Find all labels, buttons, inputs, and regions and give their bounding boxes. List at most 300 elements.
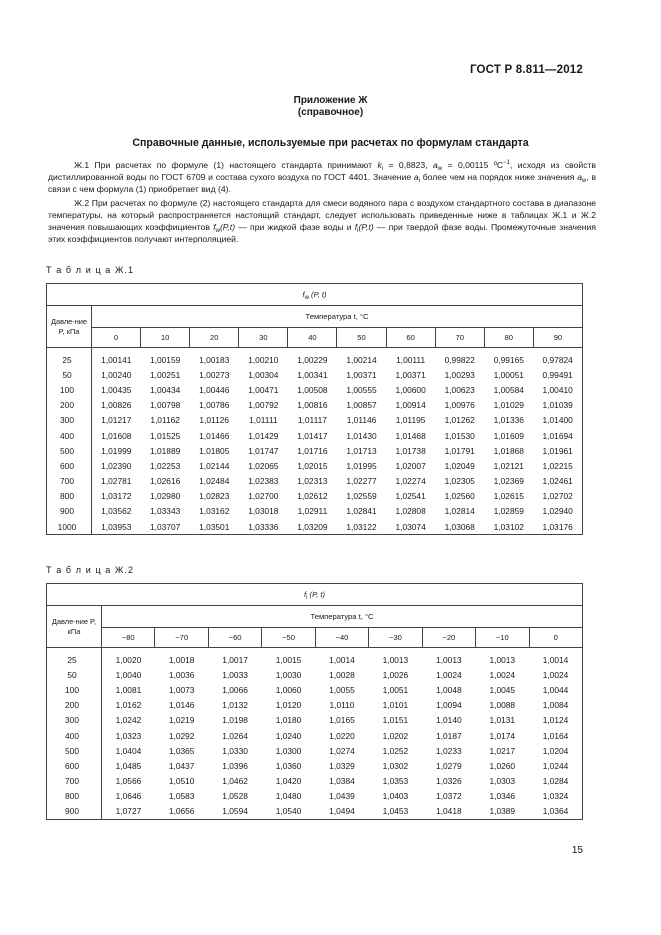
table-row: [47, 519, 583, 535]
value-cell: 1,02144: [199, 460, 230, 471]
value-cell: 1,0132: [222, 700, 248, 711]
value-cell: 0,99491: [542, 369, 573, 380]
value-cell: 1,03068: [444, 521, 475, 532]
table1-caption: Т а б л и ц а Ж.1: [46, 265, 135, 275]
value-cell: 1,01162: [150, 415, 180, 426]
annex-subtitle: (справочное): [297, 107, 364, 118]
value-cell: 1,00786: [199, 400, 230, 411]
value-cell: 1,0015: [275, 654, 302, 665]
value-cell: 1,01195: [395, 415, 426, 426]
pressure-cell: 900: [47, 504, 92, 519]
value-cell: 1,0124: [542, 715, 569, 726]
value-cell: 1,00183: [199, 354, 230, 365]
value-cell: 1,02980: [150, 491, 181, 502]
value-cell: 1,03122: [346, 521, 377, 532]
value-cell: 1,0300: [275, 745, 302, 756]
value-cell: 1,02390: [101, 460, 132, 471]
value-cell: 1,0036: [168, 669, 195, 680]
table-column-header: −50: [262, 628, 315, 648]
value-cell: 1,00434: [150, 384, 181, 395]
value-cell: 1,01525: [150, 430, 181, 441]
value-cell: 1,00446: [199, 384, 230, 395]
value-cell: 1,00159: [150, 354, 181, 365]
value-cell: 1,02616: [150, 476, 181, 487]
value-cell: 1,01430: [346, 430, 377, 441]
value-cell: 1,01868: [493, 445, 524, 456]
value-cell: 1,0252: [382, 745, 409, 756]
page-number: 15: [571, 845, 583, 856]
pressure-cell: 300: [47, 413, 92, 428]
value-cell: 1,01999: [101, 445, 132, 456]
value-cell: 1,0528: [222, 791, 248, 802]
value-cell: 1,00410: [542, 384, 573, 395]
value-cell: 1,03102: [493, 521, 524, 532]
value-cell: 1,0198: [222, 715, 248, 726]
value-cell: 1,02823: [199, 491, 230, 502]
value-cell: 1,00857: [346, 400, 377, 411]
value-cell: 1,02065: [248, 460, 279, 471]
value-cell: 0,99822: [444, 354, 475, 365]
value-cell: 1,0024: [489, 669, 516, 680]
table-row: [47, 682, 583, 697]
value-cell: 1,03707: [150, 521, 181, 532]
value-cell: 1,03562: [101, 506, 132, 517]
value-cell: 1,0330: [222, 745, 248, 756]
value-cell: 1,00600: [395, 384, 426, 395]
value-cell: 1,0583: [168, 791, 195, 802]
value-cell: 1,00976: [444, 400, 475, 411]
value-cell: 0,99165: [493, 354, 524, 365]
value-cell: 0,97824: [542, 354, 573, 365]
value-cell: 1,01468: [395, 430, 426, 441]
value-cell: 1,02781: [101, 476, 132, 487]
value-cell: 1,0066: [222, 684, 248, 695]
value-cell: 1,01417: [297, 430, 328, 441]
value-cell: 1,0364: [542, 806, 569, 817]
value-cell: 1,0656: [168, 806, 195, 817]
annex-title-block: [0, 95, 661, 119]
value-cell: 1,02121: [493, 460, 524, 471]
pressure-cell: 200: [47, 698, 102, 713]
table-column-header: −10: [476, 628, 529, 648]
value-cell: 1,0372: [436, 791, 462, 802]
value-cell: 1,01694: [542, 430, 573, 441]
value-cell: 1,01747: [248, 445, 279, 456]
value-cell: 1,0013: [489, 654, 516, 665]
value-cell: 1,03209: [297, 521, 328, 532]
value-cell: 1,0101: [382, 700, 409, 711]
section-heading: Справочные данные, используемые при расчетах по формулам стандарта: [132, 137, 529, 149]
value-cell: 1,03018: [248, 506, 279, 517]
table1-pressure-header: Давле-ние P, кПа: [47, 306, 92, 348]
value-cell: 1,0365: [168, 745, 195, 756]
value-cell: 1,01262: [444, 415, 475, 426]
table-column-header: 50: [337, 328, 386, 348]
value-cell: 1,0594: [222, 806, 248, 817]
value-cell: 1,0164: [542, 730, 569, 741]
value-cell: 1,01738: [395, 445, 426, 456]
value-cell: 1,03336: [248, 521, 279, 532]
value-cell: 1,02541: [395, 491, 426, 502]
value-cell: 1,02560: [444, 491, 475, 502]
value-cell: 1,00304: [248, 369, 279, 380]
value-cell: 1,01995: [346, 460, 377, 471]
value-cell: 1,0174: [489, 730, 516, 741]
value-cell: 1,02700: [248, 491, 279, 502]
value-cell: 1,0303: [489, 776, 516, 787]
value-cell: 1,0233: [436, 745, 462, 756]
value-cell: 1,0081: [115, 684, 142, 695]
table-zh2: [46, 583, 583, 820]
value-cell: 1,0088: [489, 700, 516, 711]
value-cell: 1,01146: [346, 415, 377, 426]
table-row: [47, 348, 583, 368]
value-cell: 1,03953: [101, 521, 132, 532]
value-cell: 1,0048: [436, 684, 462, 695]
value-cell: 1,0260: [489, 760, 516, 771]
value-cell: 1,0323: [115, 730, 142, 741]
value-cell: 1,03162: [199, 506, 230, 517]
value-cell: 1,02305: [444, 476, 475, 487]
value-cell: 1,00293: [444, 369, 475, 380]
value-cell: 1,00051: [493, 369, 524, 380]
value-cell: 1,0566: [115, 776, 142, 787]
value-cell: 1,0051: [382, 684, 409, 695]
pressure-cell: 400: [47, 428, 92, 443]
value-cell: 1,0131: [489, 715, 516, 726]
value-cell: 1,0462: [222, 776, 248, 787]
table-row: [47, 489, 583, 504]
table-row: [47, 382, 583, 397]
value-cell: 1,00816: [297, 400, 328, 411]
pressure-cell: 25: [47, 348, 92, 368]
table-column-header: 30: [239, 328, 288, 348]
value-cell: 1,02814: [444, 506, 475, 517]
table-column-header: −60: [208, 628, 261, 648]
value-cell: 1,00214: [346, 354, 377, 365]
paragraph-zh2: Ж.2 При расчетах по формуле (2) настоящего стандарта для смеси водяного пара с воздухом стандартного состава в диапазоне температуры, на который распространяется настоящий стандарт, следует использовать приведенные ниже в таблицах Ж.1 и Ж.2 значения повышающих коэффициентов $f_w(P,t)$ — при жидкой фазе воды и $f_i(P,t)$ — при твердой фазе воды. Промежуточные значения этих коэффициентов получают интерполяцией.: [48, 198, 596, 244]
pressure-cell: 600: [47, 758, 102, 773]
table-row: [47, 774, 583, 789]
value-cell: 1,02841: [346, 506, 377, 517]
table-row: [47, 428, 583, 443]
value-cell: 1,0146: [168, 700, 195, 711]
value-cell: 1,01429: [248, 430, 279, 441]
table-column-header: 90: [533, 328, 582, 348]
value-cell: 1,01716: [297, 445, 328, 456]
value-cell: 1,0242: [115, 715, 142, 726]
value-cell: 1,0020: [115, 654, 142, 665]
value-cell: 1,0403: [382, 791, 409, 802]
pressure-cell: 600: [47, 458, 92, 473]
value-cell: 1,00251: [150, 369, 181, 380]
table-row: [47, 648, 583, 668]
value-cell: 1,0044: [542, 684, 569, 695]
value-cell: 1,01466: [199, 430, 230, 441]
document-code: ГОСТ Р 8.811—2012: [469, 64, 583, 76]
table-row: [47, 504, 583, 519]
value-cell: 1,0279: [436, 760, 462, 771]
value-cell: 1,0437: [168, 760, 195, 771]
value-cell: 1,0353: [382, 776, 409, 787]
table-row: [47, 743, 583, 758]
value-cell: 1,00792: [248, 400, 279, 411]
table1-function-header: $f_w$ (P, t): [47, 284, 583, 306]
value-cell: 1,0033: [222, 669, 248, 680]
value-cell: 1,00623: [444, 384, 475, 395]
value-cell: 1,0439: [329, 791, 355, 802]
value-cell: 1,01117: [297, 415, 327, 426]
value-cell: 1,02484: [199, 476, 230, 487]
value-cell: 1,03176: [542, 521, 573, 532]
pressure-cell: 800: [47, 489, 92, 504]
value-cell: 1,00371: [346, 369, 377, 380]
pressure-cell: 100: [47, 682, 102, 697]
pressure-cell: 900: [47, 804, 102, 820]
pressure-cell: 700: [47, 474, 92, 489]
value-cell: 1,0187: [436, 730, 462, 741]
pressure-cell: 50: [47, 667, 102, 682]
pressure-cell: 25: [47, 648, 102, 668]
pressure-cell: 500: [47, 443, 92, 458]
value-cell: 1,02007: [395, 460, 426, 471]
table-column-header: 0: [529, 628, 583, 648]
value-cell: 1,0028: [329, 669, 355, 680]
table2-caption: Т а б л и ц а Ж.2: [46, 565, 135, 575]
value-cell: 1,02559: [346, 491, 377, 502]
value-cell: 1,0014: [329, 654, 355, 665]
value-cell: 1,03343: [150, 506, 181, 517]
value-cell: 1,00229: [297, 354, 328, 365]
value-cell: 1,01713: [346, 445, 377, 456]
value-cell: 1,0219: [168, 715, 195, 726]
value-cell: 1,01530: [444, 430, 475, 441]
pressure-cell: 100: [47, 382, 92, 397]
table-column-header: −20: [422, 628, 475, 648]
value-cell: 1,0329: [329, 760, 355, 771]
value-cell: 1,00210: [248, 354, 279, 365]
value-cell: 1,0264: [222, 730, 248, 741]
annex-title: Приложение Ж: [293, 95, 368, 106]
value-cell: 1,0013: [436, 654, 462, 665]
value-cell: 1,01126: [199, 415, 230, 426]
value-cell: 1,0060: [275, 684, 302, 695]
table2-pressure-header: Давле-ние P, кПа: [47, 606, 102, 648]
value-cell: 1,0510: [168, 776, 195, 787]
value-cell: 1,01336: [493, 415, 524, 426]
pressure-cell: 50: [47, 367, 92, 382]
value-cell: 1,00141: [101, 354, 132, 365]
value-cell: 1,02911: [297, 506, 328, 517]
value-cell: 1,01029: [493, 400, 524, 411]
table-row: [47, 789, 583, 804]
value-cell: 1,0302: [382, 760, 409, 771]
table-row: [47, 398, 583, 413]
table-column-header: −30: [369, 628, 422, 648]
pressure-cell: 800: [47, 789, 102, 804]
table-row: [47, 413, 583, 428]
value-cell: 1,0120: [275, 700, 302, 711]
value-cell: 1,02940: [542, 506, 573, 517]
table-column-header: 20: [190, 328, 239, 348]
value-cell: 1,0030: [275, 669, 302, 680]
value-cell: 1,0540: [275, 806, 302, 817]
value-cell: 1,0180: [275, 715, 302, 726]
value-cell: 1,0420: [275, 776, 302, 787]
value-cell: 1,0040: [115, 669, 142, 680]
value-cell: 1,00341: [297, 369, 328, 380]
value-cell: 1,01400: [542, 415, 573, 426]
value-cell: 1,02859: [493, 506, 524, 517]
table-row: [47, 804, 583, 820]
value-cell: 1,01889: [150, 445, 181, 456]
pressure-cell: 500: [47, 743, 102, 758]
value-cell: 1,01039: [542, 400, 573, 411]
value-cell: 1,0204: [542, 745, 569, 756]
table-column-header: 80: [484, 328, 533, 348]
table-row: [47, 728, 583, 743]
value-cell: 1,0485: [115, 760, 142, 771]
value-cell: 1,0165: [329, 715, 355, 726]
pressure-cell: 1000: [47, 519, 92, 535]
table-column-header: −80: [102, 628, 155, 648]
value-cell: 1,0346: [489, 791, 516, 802]
value-cell: 1,02461: [542, 476, 573, 487]
value-cell: 1,0326: [436, 776, 462, 787]
value-cell: 1,00914: [395, 400, 426, 411]
value-cell: 1,0045: [489, 684, 516, 695]
table-zh1: [46, 283, 583, 535]
value-cell: 1,02615: [493, 491, 524, 502]
value-cell: 1,0014: [542, 654, 569, 665]
table2-function-header: $f_i$ (P, t): [47, 584, 583, 606]
value-cell: 1,02274: [395, 476, 426, 487]
value-cell: 1,0110: [329, 700, 355, 711]
table-row: [47, 458, 583, 473]
value-cell: 1,02313: [297, 476, 328, 487]
value-cell: 1,00371: [395, 369, 426, 380]
value-cell: 1,0244: [542, 760, 569, 771]
value-cell: 1,00240: [101, 369, 132, 380]
pressure-cell: 200: [47, 398, 92, 413]
value-cell: 1,02369: [493, 476, 524, 487]
value-cell: 1,02015: [297, 460, 328, 471]
value-cell: 1,0026: [382, 669, 409, 680]
value-cell: 1,0324: [542, 791, 569, 802]
table2-temperature-header: Температура t, °C: [102, 606, 583, 628]
value-cell: 1,0480: [275, 791, 302, 802]
value-cell: 1,0404: [115, 745, 142, 756]
pressure-cell: 700: [47, 774, 102, 789]
value-cell: 1,0202: [382, 730, 409, 741]
pressure-cell: 300: [47, 713, 102, 728]
value-cell: 1,0418: [436, 806, 462, 817]
value-cell: 1,0017: [222, 654, 248, 665]
table-row: [47, 443, 583, 458]
value-cell: 1,02612: [297, 491, 328, 502]
table-column-header: 60: [386, 328, 435, 348]
value-cell: 1,0140: [436, 715, 462, 726]
value-cell: 1,02253: [150, 460, 181, 471]
table1-temperature-header: Температура t, °C: [92, 306, 583, 328]
value-cell: 1,03172: [101, 491, 132, 502]
value-cell: 1,0162: [115, 700, 142, 711]
value-cell: 1,00555: [346, 384, 377, 395]
value-cell: 1,01608: [101, 430, 132, 441]
value-cell: 1,00111: [396, 354, 426, 365]
value-cell: 1,0013: [382, 654, 409, 665]
value-cell: 1,0240: [275, 730, 302, 741]
value-cell: 1,01961: [542, 445, 573, 456]
value-cell: 1,0217: [489, 745, 516, 756]
value-cell: 1,00508: [297, 384, 328, 395]
table-column-header: −70: [155, 628, 208, 648]
value-cell: 1,0055: [329, 684, 355, 695]
value-cell: 1,02383: [248, 476, 279, 487]
value-cell: 1,00798: [150, 400, 181, 411]
value-cell: 1,0220: [329, 730, 355, 741]
value-cell: 1,0084: [542, 700, 569, 711]
value-cell: 1,0292: [168, 730, 195, 741]
paragraph-zh1: Ж.1 При расчетах по формуле (1) настоящего стандарта принимают $k_i = 0,8823$, $a_w = 0,00115$ ºC$^{-1}$, исходя из свойств дистиллированной воды по ГОСТ 6709 и состава сухого воздуха по ГОСТ 4401. Значение $a_i$ более чем на порядок ниже значения $a_w$, в связи с чем формула (1) приобретает вид (4).: [48, 160, 597, 194]
value-cell: 1,0396: [222, 760, 248, 771]
table-row: [47, 367, 583, 382]
value-cell: 1,00435: [101, 384, 132, 395]
table-row: [47, 713, 583, 728]
value-cell: 1,0646: [115, 791, 142, 802]
value-cell: 1,01217: [101, 415, 132, 426]
value-cell: 1,00826: [101, 400, 132, 411]
table-row: [47, 758, 583, 773]
value-cell: 1,03074: [395, 521, 426, 532]
value-cell: 1,0024: [542, 669, 569, 680]
value-cell: 1,0024: [436, 669, 462, 680]
table-row: [47, 698, 583, 713]
table-row: [47, 667, 583, 682]
value-cell: 1,0094: [436, 700, 462, 711]
value-cell: 1,0018: [168, 654, 195, 665]
table-column-header: 0: [92, 328, 141, 348]
table-column-header: 70: [435, 328, 484, 348]
value-cell: 1,01805: [199, 445, 230, 456]
value-cell: 1,02808: [395, 506, 426, 517]
value-cell: 1,03501: [199, 521, 230, 532]
value-cell: 1,00471: [248, 384, 279, 395]
value-cell: 1,0073: [168, 684, 195, 695]
table-column-header: 10: [141, 328, 190, 348]
table-column-header: 40: [288, 328, 337, 348]
value-cell: 1,0389: [489, 806, 516, 817]
value-cell: 1,02702: [542, 491, 573, 502]
value-cell: 1,0494: [329, 806, 355, 817]
value-cell: 1,0727: [115, 806, 142, 817]
value-cell: 1,0360: [275, 760, 302, 771]
value-cell: 1,02049: [444, 460, 475, 471]
value-cell: 1,01111: [249, 415, 278, 426]
table-column-header: −40: [315, 628, 368, 648]
value-cell: 1,02277: [346, 476, 377, 487]
value-cell: 1,0453: [382, 806, 409, 817]
value-cell: 1,0284: [542, 776, 569, 787]
value-cell: 1,01609: [493, 430, 524, 441]
value-cell: 1,0151: [382, 715, 409, 726]
value-cell: 1,0274: [329, 745, 355, 756]
value-cell: 1,02215: [542, 460, 573, 471]
pressure-cell: 400: [47, 728, 102, 743]
value-cell: 1,0384: [329, 776, 355, 787]
value-cell: 1,00584: [493, 384, 524, 395]
value-cell: 1,01791: [444, 445, 475, 456]
